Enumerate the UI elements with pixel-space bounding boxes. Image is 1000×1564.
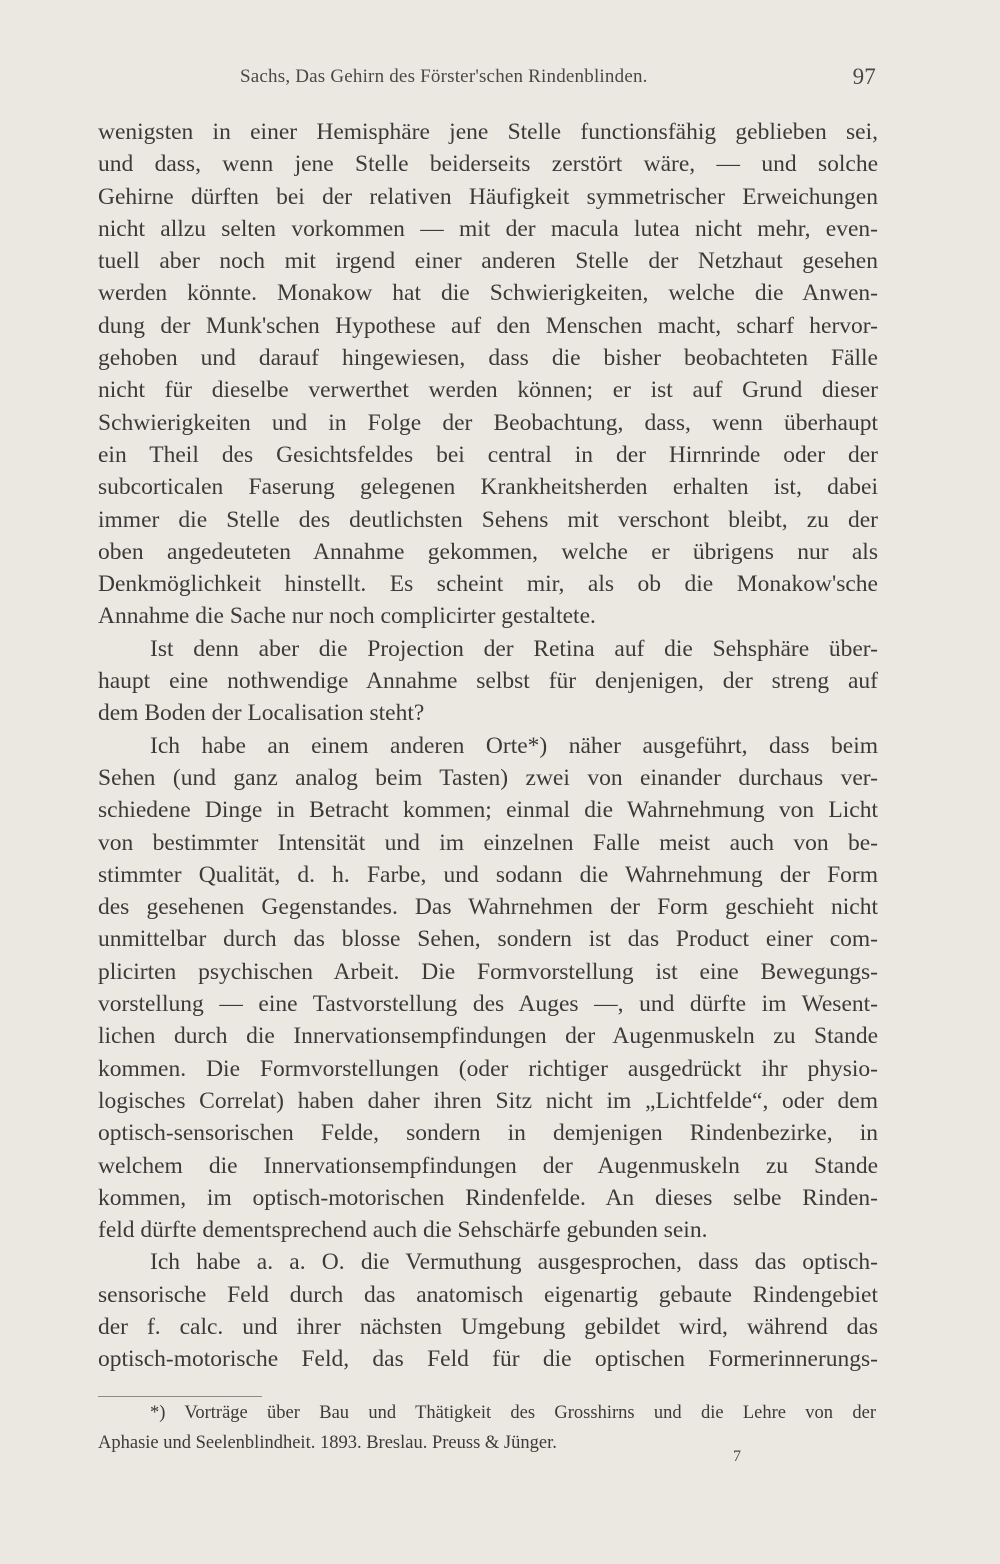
text-line: welchem die Innervationsempfindungen der Augenmuskeln zu Stande <box>98 1152 878 1179</box>
footnote-line: *) Vorträge über Bau und Thätigkeit des Grosshirns und die Lehre von der <box>150 1403 876 1423</box>
text-line: Schwierigkeiten und in Folge der Beobachtung, dass, wenn überhaupt <box>98 409 878 436</box>
text-line: gehoben und darauf hingewiesen, dass die bisher beobachteten Fälle <box>98 345 878 372</box>
text-line: des gesehenen Gegenstandes. Das Wahrnehmen der Form geschieht nicht <box>98 894 878 921</box>
footnotes <box>98 1398 876 1458</box>
text-line: kommen, im optisch-motorischen Rindenfelde. An dieses selbe Rinden- <box>98 1184 878 1211</box>
text-line: subcorticalen Faserung gelegenen Krankheitsherden erhalten ist, dabei <box>98 474 878 501</box>
text-line: optisch-sensorischen Felde, sondern in demjenigen Rindenbezirke, in <box>98 1120 878 1147</box>
text-line: Ich habe an einem anderen Orte*) näher ausgeführt, dass beim <box>150 732 878 759</box>
text-line: ein Theil des Gesichtsfeldes bei central in der Hirnrinde oder der <box>98 441 878 468</box>
signature-mark: 7 <box>733 1448 741 1465</box>
text-line: Ich habe a. a. O. die Vermuthung ausgesprochen, dass das optisch- <box>150 1249 878 1276</box>
text-line: Denkmöglichkeit hinstellt. Es scheint mir, als ob die Monakow'sche <box>98 571 878 598</box>
footnote-divider <box>98 1396 262 1397</box>
page-number: 97 <box>852 64 876 89</box>
text-line: lichen durch die Innervationsempfindungen der Augenmuskeln zu Stande <box>98 1023 878 1050</box>
text-line: von bestimmter Intensität und im einzelnen Falle meist auch von be- <box>98 829 878 856</box>
text-line: der f. calc. und ihrer nächsten Umgebung gebildet wird, während das <box>98 1313 878 1340</box>
body-text <box>98 116 878 1376</box>
text-line: unmittelbar durch das blosse Sehen, sondern ist das Product einer com- <box>98 926 878 953</box>
footnote-line: Aphasie und Seelenblindheit. 1893. Breslau. Preuss & Jünger. <box>98 1433 557 1453</box>
text-line: wenigsten in einer Hemisphäre jene Stelle functionsfähig geblieben sei, <box>98 119 878 145</box>
text-line: und dass, wenn jene Stelle beiderseits zerstört wäre, — und solche <box>98 151 878 178</box>
text-line: oben angedeuteten Annahme gekommen, welche er übrigens nur als <box>98 538 878 565</box>
text-line: sensorische Feld durch das anatomisch eigenartig gebaute Rindengebiet <box>98 1281 878 1308</box>
text-line: dem Boden der Localisation steht? <box>98 700 425 727</box>
text-line: plicirten psychischen Arbeit. Die Formvorstellung ist eine Bewegungs- <box>98 958 878 985</box>
text-line: vorstellung — eine Tastvorstellung des Auges —, und dürfte im Wesent- <box>98 991 878 1018</box>
text-line: kommen. Die Formvorstellungen (oder richtiger ausgedrückt ihr physio- <box>98 1055 878 1082</box>
text-line: dung der Munk'schen Hypothese auf den Menschen macht, scharf hervor- <box>98 312 878 339</box>
text-line: werden könnte. Monakow hat die Schwierigkeiten, welche die Anwen- <box>98 280 878 307</box>
text-line: tuell aber noch mit irgend einer anderen Stelle der Netzhaut gesehen <box>98 248 878 275</box>
text-line: haupt eine nothwendige Annahme selbst für denjenigen, der streng auf <box>98 668 878 695</box>
page-header <box>240 66 876 94</box>
text-line: schiedene Dinge in Betracht kommen; einmal die Wahrnehmung von Licht <box>98 797 878 824</box>
text-line: optisch-motorische Feld, das Feld für die optischen Formerinnerungs- <box>98 1346 878 1373</box>
running-title: Sachs, Das Gehirn des Förster'schen Rindenblinden. <box>240 66 648 87</box>
text-line: Ist denn aber die Projection der Retina auf die Sehsphäre über- <box>150 635 878 662</box>
text-line: immer die Stelle des deutlichsten Sehens mit verschont bleibt, zu der <box>98 506 878 533</box>
text-line: nicht allzu selten vorkommen — mit der macula lutea nicht mehr, even- <box>98 215 878 242</box>
text-line: feld dürfte dementsprechend auch die Sehschärfe gebunden sein. <box>98 1217 708 1244</box>
text-line: nicht für dieselbe verwerthet werden können; er ist auf Grund dieser <box>98 377 878 404</box>
text-line: Gehirne dürften bei der relativen Häufigkeit symmetrischer Erweichungen <box>98 183 878 210</box>
text-line: Sehen (und ganz analog beim Tasten) zwei von einander durchaus ver- <box>98 764 878 791</box>
text-line: stimmter Qualität, d. h. Farbe, und sodann die Wahrnehmung der Form <box>98 861 878 888</box>
text-line: logisches Correlat) haben daher ihren Sitz nicht im „Lichtfelde“, oder dem <box>98 1087 878 1114</box>
text-line: Annahme die Sache nur noch complicirter gestaltete. <box>98 603 596 630</box>
